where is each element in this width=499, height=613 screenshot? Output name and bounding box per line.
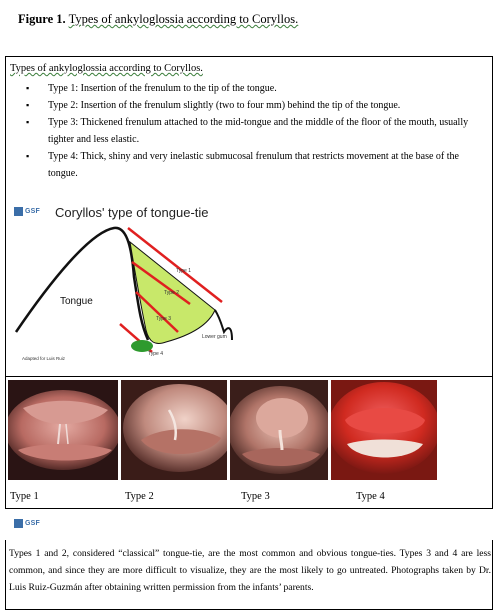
gsf-logo-bottom (14, 519, 40, 528)
figure-title-text: Types of ankyloglossia according to Coryllos. (68, 12, 299, 26)
list-item-text: Type 2: Insertion of the frenulum slightly (two to four mm) behind the tip of the tongue. (48, 100, 401, 111)
photo-type4 (331, 380, 437, 480)
photo-label-2: Type 2 (125, 491, 154, 502)
caption-text: Types 1 and 2, considered “classical” tongue-tie, are the most common and obvious tongue-ties. Types 3 and 4 are less common, and since they are more difficult to visualize, they are the most likely to go untreated. Photographs taken by Dr. Luis Ruiz-Guzmán after obtaining written permission from the infants’ parents. (9, 548, 491, 593)
bullet-icon: ▪ (26, 83, 30, 93)
bullet-icon: ▪ (26, 117, 30, 127)
figure-label: Figure 1. (18, 12, 66, 26)
section-heading-text: Types of ankyloglossia according to Coryllos. (10, 63, 203, 74)
list-item (18, 148, 488, 182)
list-item-text: Type 3: Thickened frenulum attached to the mid-tongue and the middle of the floor of the mouth, usually tighter and less elastic. (48, 117, 469, 145)
bullet-icon: ▪ (26, 100, 30, 110)
list-item-text: Type 1: Insertion of the frenulum to the tip of the tongue. (48, 83, 277, 94)
tongue-label: Tongue (60, 296, 93, 307)
tongue-tie-diagram (10, 222, 250, 370)
type-label-1: Type 1 (176, 268, 192, 274)
figure-title (18, 12, 298, 27)
gsf-logo-text: GSF (25, 520, 40, 527)
photo-label-1: Type 1 (10, 491, 39, 502)
list-item-text: Type 4: Thick, shiny and very inelastic submucosal frenulum that restricts movement at the base of the tongue. (48, 151, 459, 179)
list-item (18, 80, 488, 97)
tongue-outline (16, 228, 148, 340)
gsf-logo-text: GSF (25, 208, 40, 215)
section-heading (10, 63, 203, 74)
lower-gum-label: Lower gum (202, 334, 227, 340)
photo-type3 (230, 380, 328, 480)
photo-label-4: Type 4 (356, 491, 385, 502)
bullet-icon: ▪ (26, 151, 30, 161)
photo-type1 (8, 380, 118, 480)
type-label-2: Type 2 (164, 290, 180, 296)
list-item (18, 97, 488, 114)
gsf-logo-icon (14, 207, 23, 216)
diagram-credit: Adapted for Luis Ruiz (22, 356, 66, 361)
photo-type2 (121, 380, 227, 480)
diagram-title: Coryllos' type of tongue-tie (55, 205, 209, 220)
type-list (18, 80, 488, 182)
photo-label-3: Type 3 (241, 491, 270, 502)
type-label-4: Type 4 (148, 351, 164, 357)
list-item (18, 114, 488, 148)
gsf-logo-icon (14, 519, 23, 528)
gsf-logo (14, 207, 40, 216)
type-label-3: Type 3 (156, 316, 172, 322)
